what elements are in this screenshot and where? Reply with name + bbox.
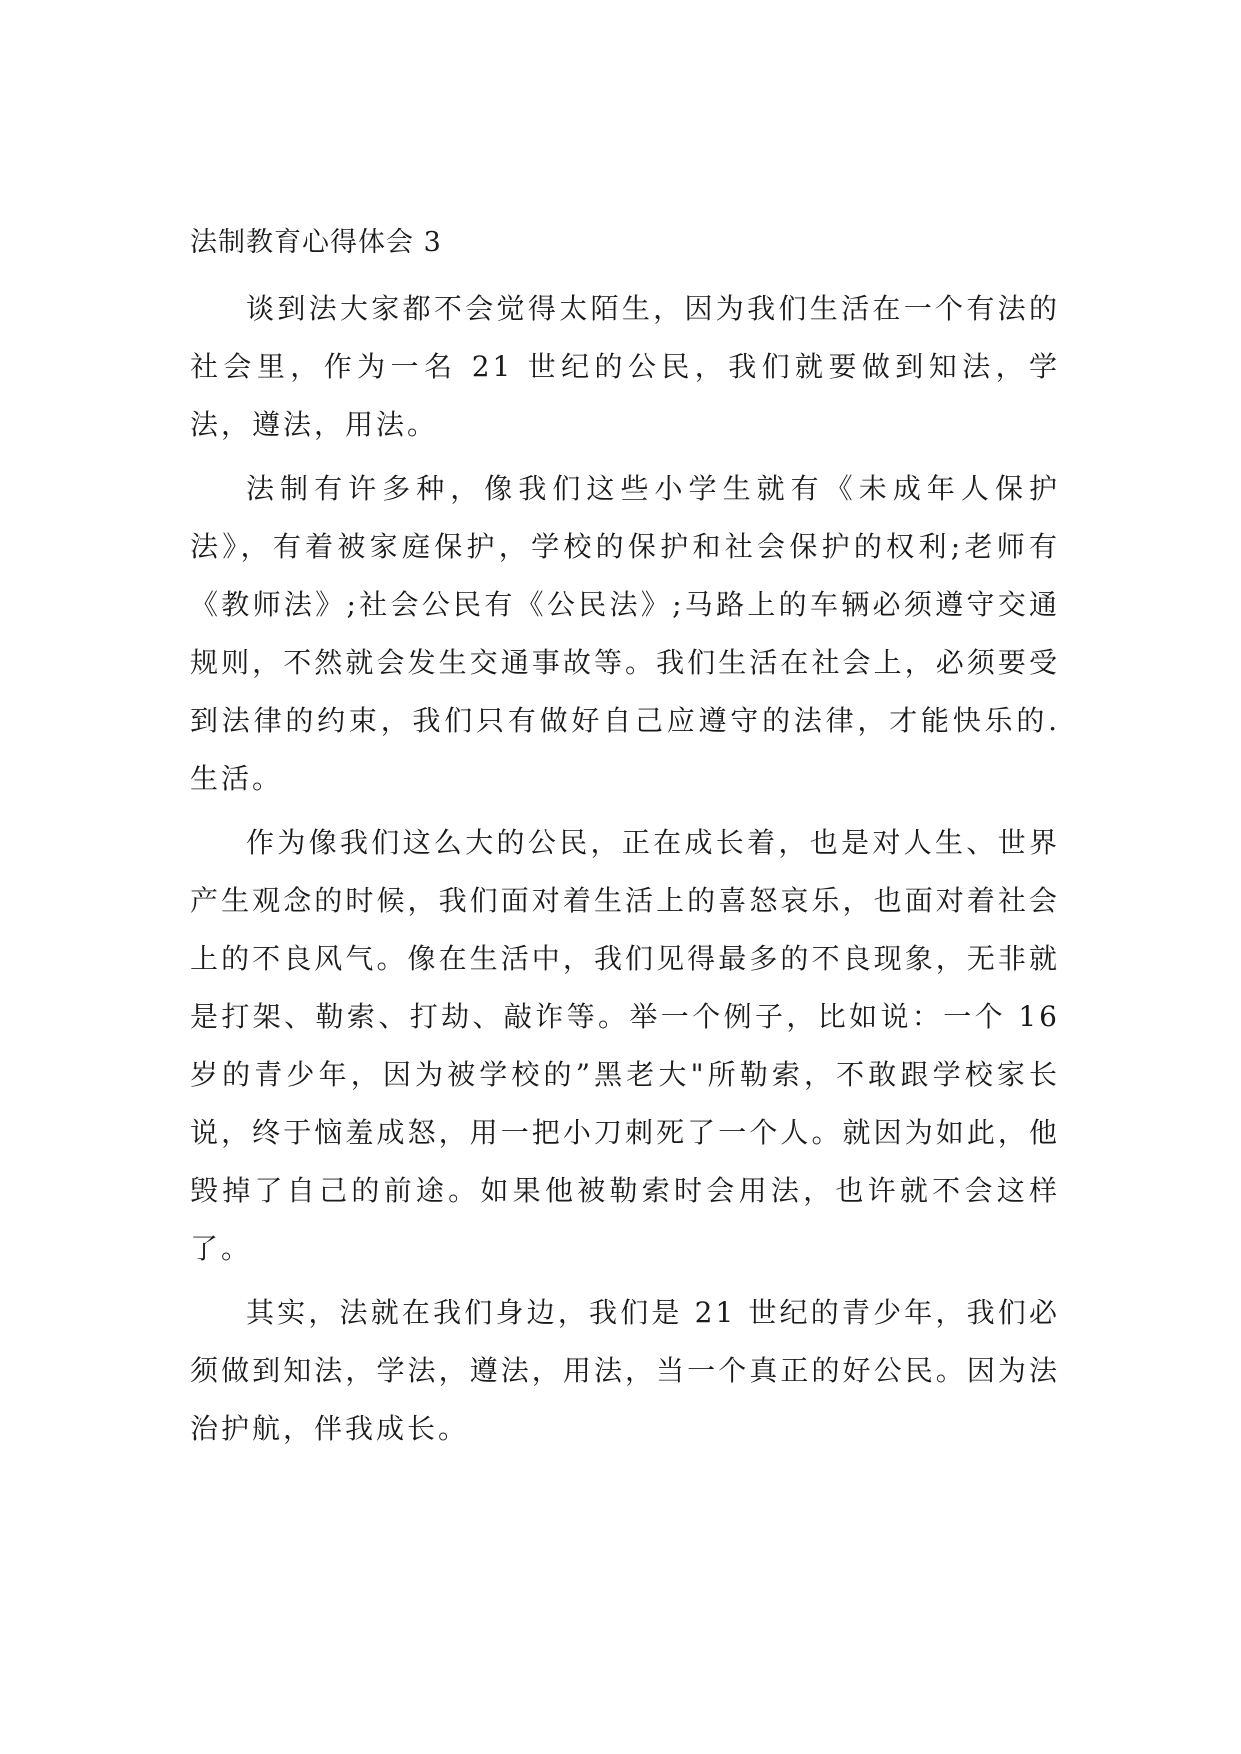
- paragraph-1: 谈到法大家都不会觉得太陌生，因为我们生活在一个有法的社会里，作为一名 21 世纪的公民，我们就要做到知法，学法，遵法，用法。: [190, 292, 1060, 441]
- paragraph-3: 作为像我们这么大的公民，正在成长着，也是对人生、世界产生观念的时候，我们面对着生活上的喜怒哀乐，也面对着社会上的不良风气。像在生活中，我们见得最多的不良现象，无非就是打架、勒索、打劫、敲诈等。举一个例子，比如说：一个 16 岁的青少年，因为被学校的”黑老大"所勒索，不敢跟学校家长说，终于恼羞成怒，用一把小刀刺死了一个人。就因为如此，他毁掉了自己的前途。如果他被勒索时会用法，也许就不会这样了。: [190, 826, 1060, 1265]
- document-title: 法制教育心得体会 3: [190, 227, 442, 258]
- document-body: [190, 220, 1060, 1464]
- paragraph-2: 法制有许多种，像我们这些小学生就有《未成年人保护法》，有着被家庭保护，学校的保护和社会保护的权利;老师有《教师法》;社会公民有《公民法》;马路上的车辆必须遵守交通规则，不然就会发生交通事故等。我们生活在社会上，必须要受到法律的约束，我们只有做好自己应遵守的法律，才能快乐的. 生活。: [190, 472, 1060, 795]
- paragraph-4: 其实，法就在我们身边，我们是 21 世纪的青少年，我们必须做到知法，学法，遵法，用法，当一个真正的好公民。因为法治护航，伴我成长。: [190, 1296, 1060, 1445]
